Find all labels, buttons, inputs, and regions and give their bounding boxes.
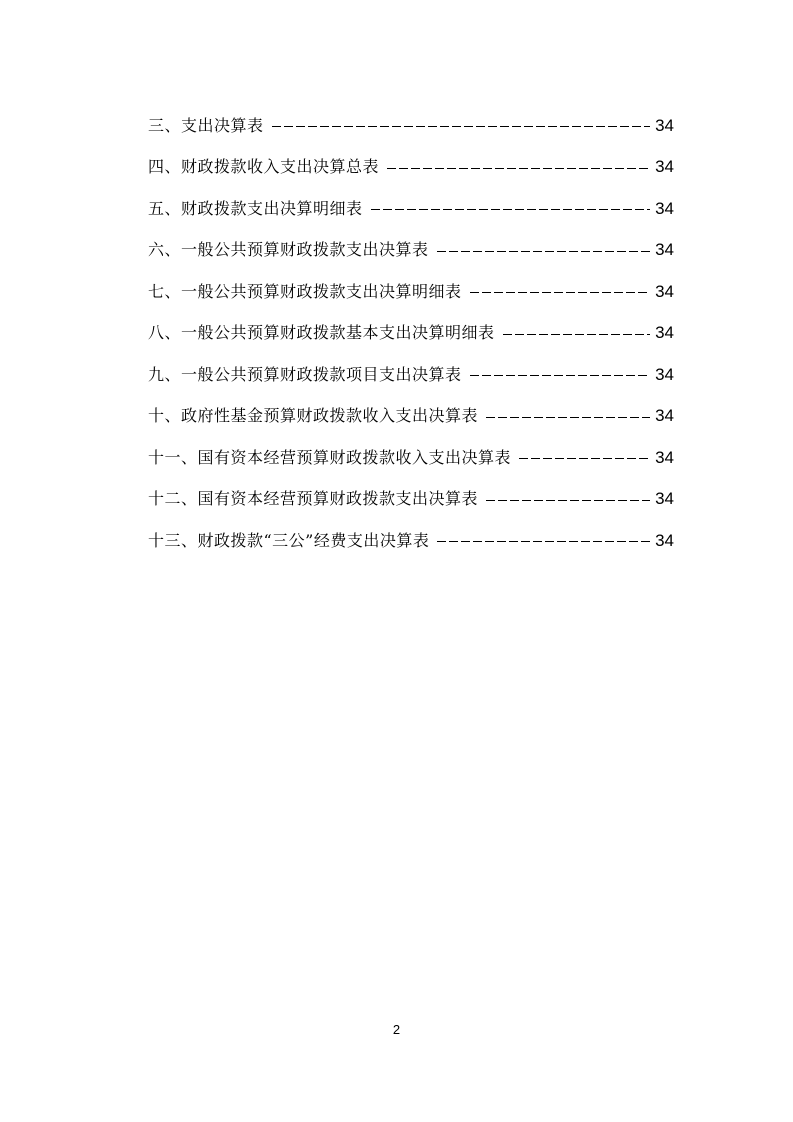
toc-entry[interactable] [148,354,674,396]
toc-entry-page: 34 [655,157,674,177]
toc-entry[interactable] [148,105,674,147]
toc-entry[interactable] [148,271,674,313]
toc-entry-page: 34 [655,489,674,509]
toc-entry[interactable] [148,147,674,189]
toc-leader [437,251,650,252]
toc-entry-title: 五、财政拨款支出决算明细表 [148,198,363,218]
toc-entry-title: 十一、国有资本经营预算财政拨款收入支出决算表 [148,447,512,467]
toc-leader [272,126,650,127]
toc-entry[interactable] [148,520,674,562]
toc-entry[interactable] [148,396,674,438]
toc-entry-page: 34 [655,323,674,343]
toc-entry-title: 十三、财政拨款“三公”经费支出决算表 [148,530,430,550]
toc-entry[interactable] [148,230,674,272]
toc-entry-page: 34 [655,240,674,260]
toc-entry-title: 八、一般公共预算财政拨款基本支出决算明细表 [148,323,495,343]
page-number: 2 [392,1022,401,1037]
toc-entry-title: 九、一般公共预算财政拨款项目支出决算表 [148,364,462,384]
toc-entry-title: 六、一般公共预算财政拨款支出决算表 [148,240,429,260]
toc-entry[interactable] [148,188,674,230]
toc-entry-page: 34 [655,406,674,426]
toc-leader [503,334,650,335]
toc-entry-title: 三、支出决算表 [148,115,264,135]
toc-entry-page: 34 [655,447,674,467]
toc-entry[interactable] [148,313,674,355]
toc-entry[interactable] [148,437,674,479]
toc-entry-title: 四、财政拨款收入支出决算总表 [148,157,380,177]
toc-entry-title: 十、政府性基金预算财政拨款收入支出决算表 [148,406,479,426]
toc-entry-page: 34 [655,198,674,218]
toc-leader [486,500,650,501]
table-of-contents [148,105,674,562]
toc-leader [519,458,650,459]
toc-entry-page: 34 [655,364,674,384]
toc-entry-title: 十二、国有资本经营预算财政拨款支出决算表 [148,489,479,509]
toc-leader [387,168,650,169]
toc-leader [371,209,650,210]
toc-entry-page: 34 [655,530,674,550]
toc-leader [470,375,650,376]
toc-entry-page: 34 [655,281,674,301]
toc-entry-page: 34 [655,115,674,135]
toc-leader [470,292,650,293]
toc-leader [437,541,650,542]
toc-entry-title: 七、一般公共预算财政拨款支出决算明细表 [148,281,462,301]
toc-entry[interactable] [148,479,674,521]
toc-leader [486,417,650,418]
